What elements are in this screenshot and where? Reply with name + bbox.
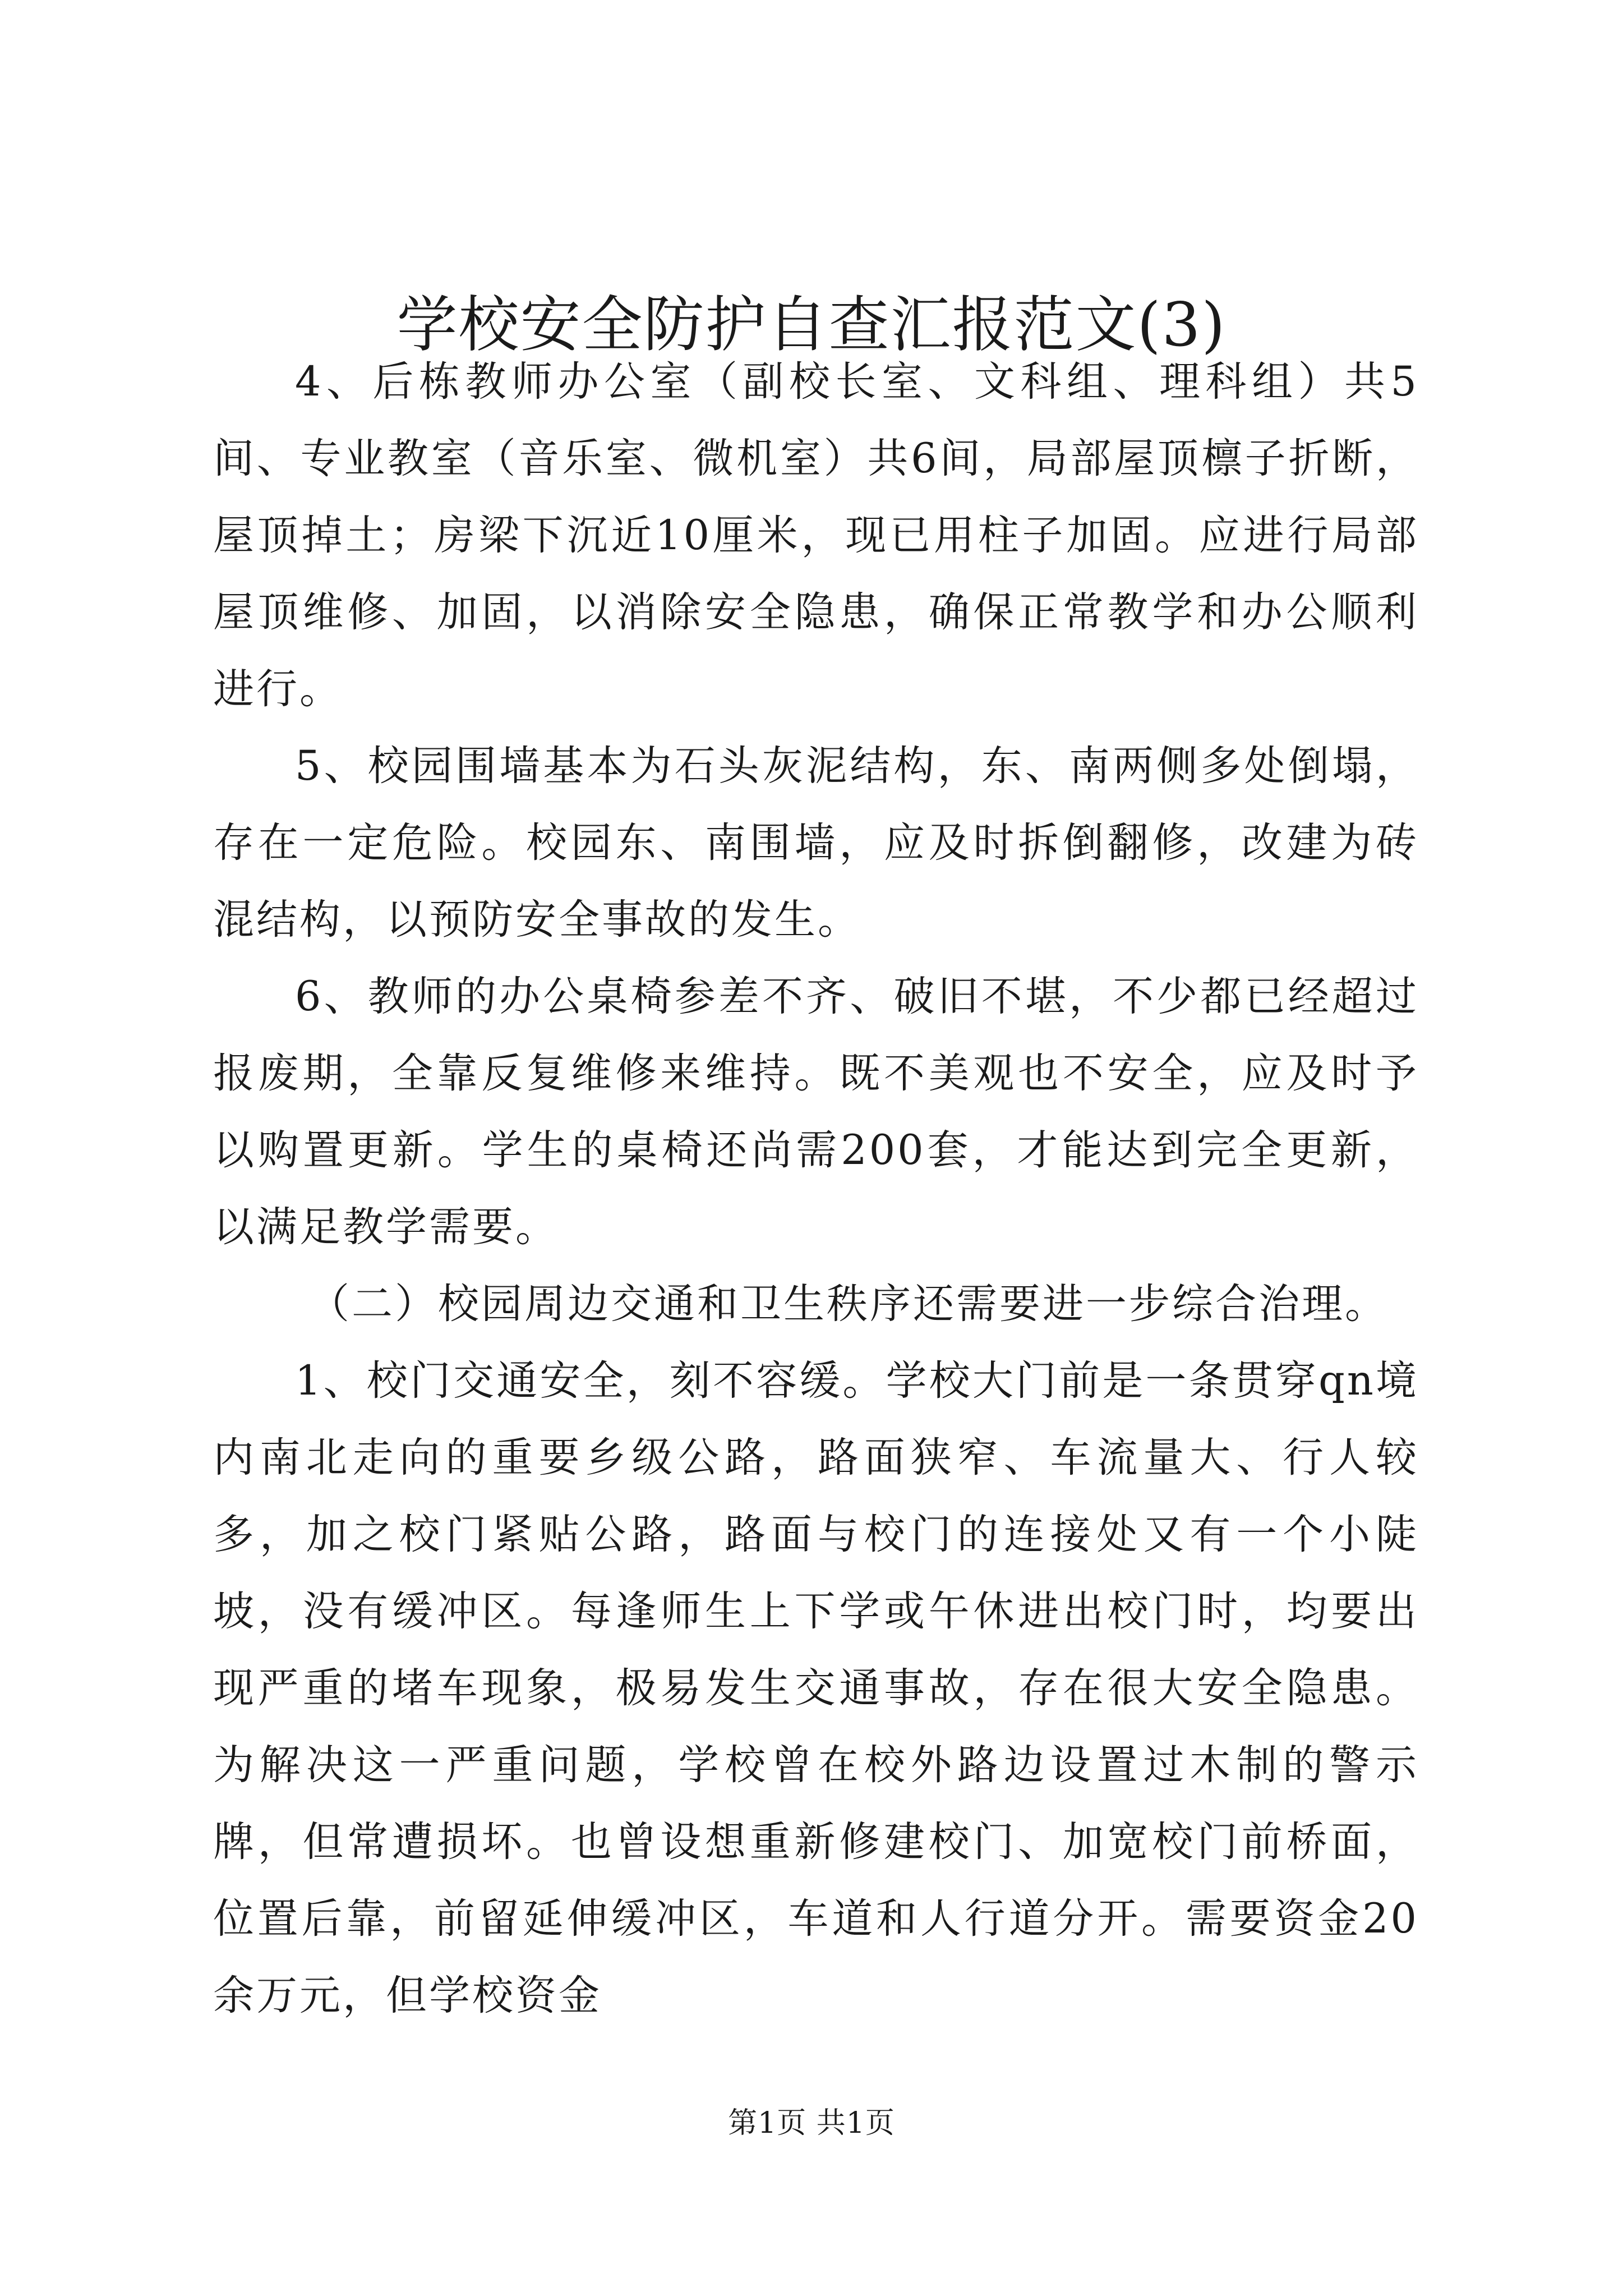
paragraph-item-5: 5、校园围墙基本为石头灰泥结构，东、南两侧多处倒塌，存在一定危险。校园东、南围墙，应及时拆倒翻修，改建为砖混结构，以预防安全事故的发生。 (213, 742, 1419, 944)
page-footer: 第1页 共1页 (728, 2106, 895, 2140)
paragraph-item-4: 4、后栋教师办公室（副校长室、文科组、理科组）共5间、专业教室（音乐室、微机室）共6间，局部屋顶檩子折断，屋顶掉土；房梁下沉近10厘米，现已用柱子加固。应进行局部屋顶维修、加固，以消除安全隐患，确保正常教学和办公顺利进行。 (213, 358, 1419, 713)
section-heading: （二）校园周边交通和卫生秩序还需要进一步综合治理。 (308, 1280, 1388, 1328)
paragraph-item-6: 6、教师的办公桌椅参差不齐、破旧不堪，不少都已经超过报废期，全靠反复维修来维持。既不美观也不安全，应及时予以购置更新。学生的桌椅还尚需200套，才能达到完全更新，以满足教学需要。 (213, 973, 1419, 1251)
document-body (213, 343, 1419, 2034)
document-title: 学校安全防护自查汇报范文(3) (396, 290, 1227, 360)
paragraph-item-1: 1、校门交通安全，刻不容缓。学校大门前是一条贯穿qn境内南北走向的重要乡级公路，路面狭窄、车流量大、行人较多，加之校门紧贴公路，路面与校门的连接处又有一个小陡坡，没有缓冲区。每逢师生上下学或午休进出校门时，均要出现严重的堵车现象，极易发生交通事故，存在很大安全隐患。为解决这一严重问题，学校曾在校外路边设置过木制的警示牌，但常遭损坏。也曾设想重新修建校门、加宽校门前桥面，位置后靠，前留延伸缓冲区，车道和人行道分开。需要资金20余万元，但学校资金 (213, 1357, 1419, 2019)
